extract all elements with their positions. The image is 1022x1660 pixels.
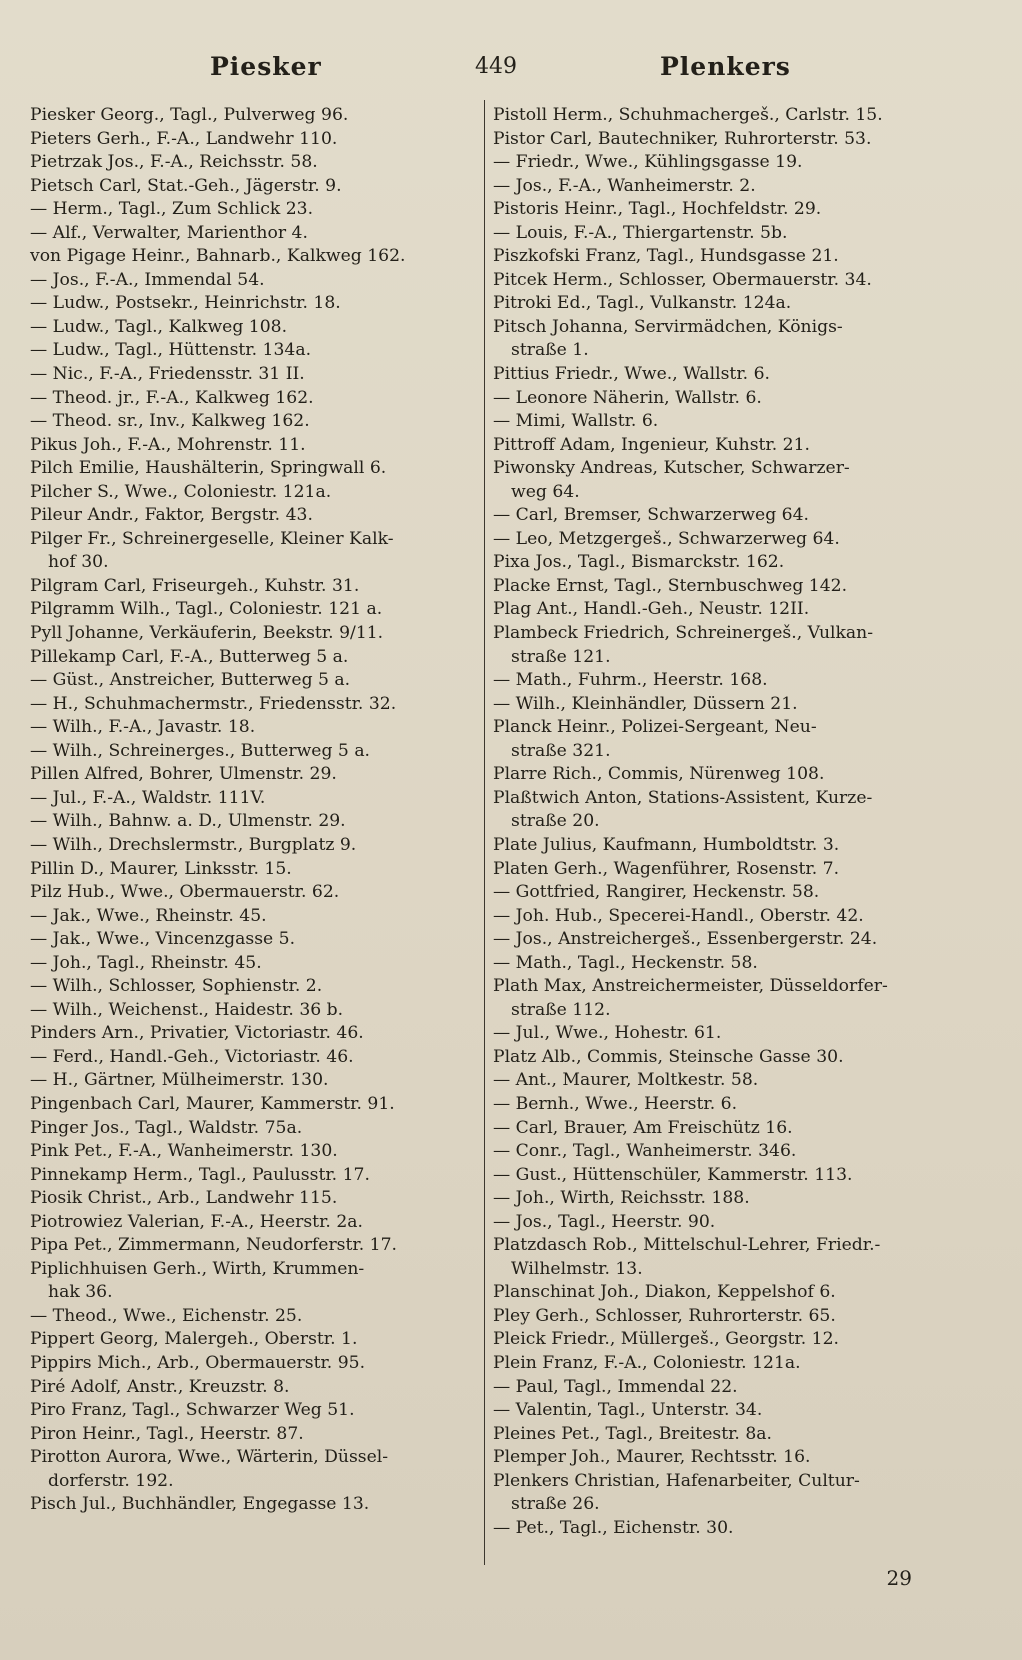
directory-entry: Pittius Friedr., Wwe., Wallstr. 6. [493, 364, 770, 385]
directory-entry-continuation: weg 64. [511, 481, 580, 502]
header-page-number: 449 [475, 54, 517, 79]
directory-entry-continuation: straße 112. [511, 999, 611, 1020]
footer-page-number: 29 [886, 1566, 912, 1590]
directory-entry: Placke Ernst, Tagl., Sternbuschweg 142. [493, 575, 848, 596]
directory-entry: — Theod., Wwe., Eichenstr. 25. [30, 1305, 303, 1326]
directory-entry-continuation: hof 30. [48, 552, 109, 573]
directory-entry: Pyll Johanne, Verkäuferin, Beekstr. 9/11. [30, 623, 384, 644]
directory-entry: Pillekamp Carl, F.-A., Butterweg 5 a. [30, 646, 349, 667]
directory-entry: — Wilh., Kleinhändler, Düssern 21. [493, 693, 798, 714]
directory-entry: — Theod. jr., F.-A., Kalkweg 162. [30, 387, 314, 408]
directory-entry: Plag Ant., Handl.-Geh., Neustr. 12II. [493, 599, 810, 620]
directory-entry: — Mimi, Wallstr. 6. [493, 411, 659, 432]
directory-entry: — Gust., Hüttenschüler, Kammerstr. 113. [493, 1164, 853, 1185]
directory-entry: — Valentin, Tagl., Unterstr. 34. [493, 1400, 763, 1421]
directory-entry: — Louis, F.-A., Thiergartenstr. 5b. [493, 222, 788, 243]
directory-entry: — Ludw., Tagl., Kalkweg 108. [30, 316, 288, 337]
directory-entry: — Math., Tagl., Heckenstr. 58. [493, 952, 758, 973]
directory-entry: Plath Max, Anstreichermeister, Düsseldorfer- [493, 976, 888, 997]
directory-entry: Pixa Jos., Tagl., Bismarckstr. 162. [493, 552, 785, 573]
directory-entry: — Theod. sr., Inv., Kalkweg 162. [30, 411, 310, 432]
directory-entry: Pittroff Adam, Ingenieur, Kuhstr. 21. [493, 434, 811, 455]
directory-entry: Platzdasch Rob., Mittelschul-Lehrer, Friedr.- [493, 1235, 881, 1256]
directory-entry: Pikus Joh., F.-A., Mohrenstr. 11. [30, 434, 306, 455]
directory-entry: — Güst., Anstreicher, Butterweg 5 a. [30, 670, 351, 691]
directory-entry: Planschinat Joh., Diakon, Keppelshof 6. [493, 1282, 836, 1303]
directory-entry: Plaßtwich Anton, Stations-Assistent, Kurze- [493, 787, 873, 808]
directory-entry: Plarre Rich., Commis, Nürenweg 108. [493, 764, 825, 785]
directory-entry: — Leonore Näherin, Wallstr. 6. [493, 387, 762, 408]
directory-entry: Pilger Fr., Schreinergeselle, Kleiner Kalk- [30, 528, 394, 549]
directory-entry: Pieters Gerh., F.-A., Landwehr 110. [30, 128, 338, 149]
directory-entry: Piszkofski Franz, Tagl., Hundsgasse 21. [493, 246, 839, 267]
column-divider [484, 100, 485, 1565]
directory-entry-continuation: Wilhelmstr. 13. [511, 1258, 643, 1279]
directory-entry: Pitroki Ed., Tagl., Vulkanstr. 124a. [493, 293, 792, 314]
right-column [493, 104, 953, 1540]
directory-entry: Pipa Pet., Zimmermann, Neudorferstr. 17. [30, 1235, 397, 1256]
directory-entry: Platz Alb., Commis, Steinsche Gasse 30. [493, 1046, 844, 1067]
directory-entry: Pilz Hub., Wwe., Obermauerstr. 62. [30, 882, 340, 903]
directory-entry: — Carl, Brauer, Am Freischütz 16. [493, 1117, 793, 1138]
directory-entry: — Wilh., Drechslermstr., Burgplatz 9. [30, 834, 357, 855]
directory-entry: — H., Gärtner, Mülheimerstr. 130. [30, 1070, 329, 1091]
directory-entry: Pippert Georg, Malergeh., Oberstr. 1. [30, 1329, 358, 1350]
directory-entry: — Jak., Wwe., Rheinstr. 45. [30, 905, 267, 926]
directory-entry: — Paul, Tagl., Immendal 22. [493, 1376, 738, 1397]
directory-entry: — Jak., Wwe., Vincenzgasse 5. [30, 929, 296, 950]
directory-entry: Pillen Alfred, Bohrer, Ulmenstr. 29. [30, 764, 337, 785]
directory-entry: Pingenbach Carl, Maurer, Kammerstr. 91. [30, 1093, 395, 1114]
directory-entry: — Wilh., F.-A., Javastr. 18. [30, 717, 256, 738]
directory-entry-continuation: dorferstr. 192. [48, 1470, 174, 1491]
directory-entry: Piotrowiez Valerian, F.-A., Heerstr. 2a. [30, 1211, 363, 1232]
directory-entry: — Jul., Wwe., Hohestr. 61. [493, 1023, 722, 1044]
page-header [30, 52, 1002, 92]
directory-entry: Plate Julius, Kaufmann, Humboldtstr. 3. [493, 834, 840, 855]
directory-entry: Pink Pet., F.-A., Wanheimerstr. 130. [30, 1141, 338, 1162]
directory-entry: Pitsch Johanna, Servirmädchen, Königs- [493, 316, 843, 337]
directory-entry: — H., Schuhmachermstr., Friedensstr. 32. [30, 693, 397, 714]
directory-entry: Pinders Arn., Privatier, Victoriastr. 46. [30, 1023, 364, 1044]
directory-entry: Pileur Andr., Faktor, Bergstr. 43. [30, 505, 313, 526]
directory-entry: — Ludw., Postsekr., Heinrichstr. 18. [30, 293, 341, 314]
directory-entry: Pietrzak Jos., F.-A., Reichsstr. 58. [30, 152, 318, 173]
directory-entry-continuation: straße 20. [511, 811, 600, 832]
directory-entry: — Jul., F.-A., Waldstr. 111V. [30, 787, 266, 808]
directory-entry: — Friedr., Wwe., Kühlingsgasse 19. [493, 152, 803, 173]
directory-entry-continuation: straße 121. [511, 646, 611, 667]
directory-entry: Plein Franz, F.-A., Coloniestr. 121a. [493, 1352, 801, 1373]
directory-entry: Plemper Joh., Maurer, Rechtsstr. 16. [493, 1447, 811, 1468]
directory-entry: — Leo, Metzgergeš., Schwarzerweg 64. [493, 528, 840, 549]
directory-entry: — Gottfried, Rangirer, Heckenstr. 58. [493, 882, 820, 903]
directory-entry-continuation: straße 321. [511, 740, 611, 761]
directory-entry: Pillin D., Maurer, Linksstr. 15. [30, 858, 292, 879]
directory-entry-continuation: hak 36. [48, 1282, 113, 1303]
directory-entry: Pinnekamp Herm., Tagl., Paulusstr. 17. [30, 1164, 370, 1185]
directory-entry: Pleick Friedr., Müllergeš., Georgstr. 12. [493, 1329, 839, 1350]
directory-entry: — Jos., Anstreichergeš., Essenbergerstr. 24. [493, 929, 878, 950]
directory-entry: — Alf., Verwalter, Marienthor 4. [30, 222, 308, 243]
directory-entry: — Wilh., Bahnw. a. D., Ulmenstr. 29. [30, 811, 346, 832]
directory-entry: Piesker Georg., Tagl., Pulverweg 96. [30, 105, 349, 125]
directory-entry: — Ferd., Handl.-Geh., Victoriastr. 46. [30, 1046, 354, 1067]
directory-entry: — Wilh., Schlosser, Sophienstr. 2. [30, 976, 323, 997]
directory-entry: — Joh. Hub., Specerei-Handl., Oberstr. 42. [493, 905, 864, 926]
directory-entry: Pinger Jos., Tagl., Waldstr. 75a. [30, 1117, 303, 1138]
directory-entry: — Joh., Wirth, Reichsstr. 188. [493, 1188, 750, 1209]
directory-entry: Pisch Jul., Buchhändler, Engegasse 13. [30, 1494, 370, 1515]
header-first-name: Piesker [210, 52, 322, 81]
directory-entry: Pilcher S., Wwe., Coloniestr. 121a. [30, 481, 332, 502]
directory-entry: Pistor Carl, Bautechniker, Ruhrorterstr. 53. [493, 128, 872, 149]
directory-entry: Planck Heinr., Polizei-Sergeant, Neu- [493, 717, 817, 738]
directory-entry: — Ant., Maurer, Moltkestr. 58. [493, 1070, 759, 1091]
directory-entry: — Herm., Tagl., Zum Schlick 23. [30, 199, 314, 220]
directory-entry: Piro Franz, Tagl., Schwarzer Weg 51. [30, 1400, 355, 1421]
directory-entry: — Jos., F.-A., Wanheimerstr. 2. [493, 175, 756, 196]
directory-entry: — Jos., F.-A., Immendal 54. [30, 269, 265, 290]
directory-entry: Piron Heinr., Tagl., Heerstr. 87. [30, 1423, 304, 1444]
directory-entry: — Nic., F.-A., Friedensstr. 31 II. [30, 364, 305, 385]
directory-entry: Pley Gerh., Schlosser, Ruhrorterstr. 65. [493, 1305, 836, 1326]
directory-entry: Pistoll Herm., Schuhmachergeš., Carlstr. 15. [493, 105, 883, 125]
directory-entry: Piplichhuisen Gerh., Wirth, Krummen- [30, 1258, 365, 1279]
directory-entry: Pilgramm Wilh., Tagl., Coloniestr. 121 a. [30, 599, 383, 620]
directory-entry: Pitcek Herm., Schlosser, Obermauerstr. 34. [493, 269, 872, 290]
directory-entry: Pirotton Aurora, Wwe., Wärterin, Düssel- [30, 1447, 389, 1468]
directory-entry: — Wilh., Weichenst., Haidestr. 36 b. [30, 999, 344, 1020]
directory-entry: von Pigage Heinr., Bahnarb., Kalkweg 162. [30, 246, 406, 267]
directory-entry: — Math., Fuhrm., Heerstr. 168. [493, 670, 768, 691]
directory-entry: Platen Gerh., Wagenführer, Rosenstr. 7. [493, 858, 840, 879]
directory-entry: — Carl, Bremser, Schwarzerweg 64. [493, 505, 810, 526]
directory-entry: Plenkers Christian, Hafenarbeiter, Cultur- [493, 1470, 860, 1491]
directory-entry: Pietsch Carl, Stat.-Geh., Jägerstr. 9. [30, 175, 342, 196]
directory-entry-continuation: straße 26. [511, 1494, 600, 1515]
directory-entry: Plambeck Friedrich, Schreinergeš., Vulkan- [493, 623, 874, 644]
directory-entry: — Jos., Tagl., Heerstr. 90. [493, 1211, 716, 1232]
directory-entry: — Wilh., Schreinerges., Butterweg 5 a. [30, 740, 371, 761]
directory-entry: — Pet., Tagl., Eichenstr. 30. [493, 1517, 734, 1538]
directory-entry: Piosik Christ., Arb., Landwehr 115. [30, 1188, 338, 1209]
header-last-name: Plenkers [660, 52, 791, 81]
directory-entry: — Conr., Tagl., Wanheimerstr. 346. [493, 1141, 797, 1162]
directory-entry: Piré Adolf, Anstr., Kreuzstr. 8. [30, 1376, 290, 1397]
directory-entry: Pilch Emilie, Haushälterin, Springwall 6. [30, 458, 387, 479]
directory-entry: Pleines Pet., Tagl., Breitestr. 8a. [493, 1423, 773, 1444]
directory-entry: — Bernh., Wwe., Heerstr. 6. [493, 1093, 738, 1114]
left-column [30, 104, 470, 1517]
directory-entry-continuation: straße 1. [511, 340, 589, 361]
directory-entry: — Ludw., Tagl., Hüttenstr. 134a. [30, 340, 312, 361]
directory-entry: Pistoris Heinr., Tagl., Hochfeldstr. 29. [493, 199, 822, 220]
directory-entry: Pilgram Carl, Friseurgeh., Kuhstr. 31. [30, 575, 360, 596]
directory-entry: Piwonsky Andreas, Kutscher, Schwarzer- [493, 458, 850, 479]
directory-entry: Pippirs Mich., Arb., Obermauerstr. 95. [30, 1352, 366, 1373]
directory-entry: — Joh., Tagl., Rheinstr. 45. [30, 952, 262, 973]
